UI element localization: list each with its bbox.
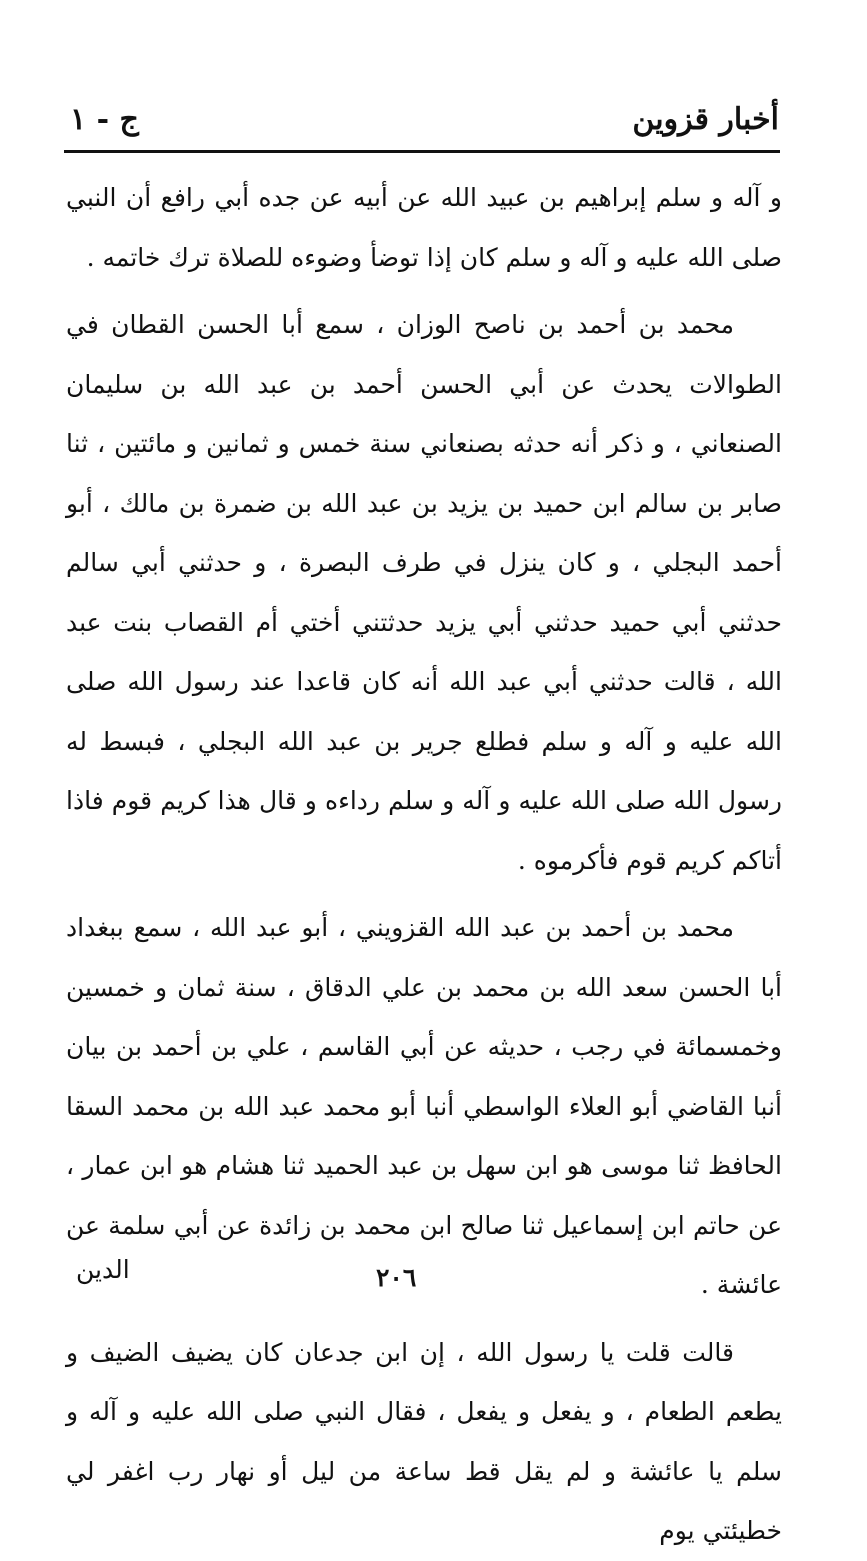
main-text [66,168,782,1561]
running-header [66,92,779,150]
paragraph: محمد بن أحمد بن عبد الله القزويني ، أبو عبد الله ، سمع ببغداد أبا الحسن سعد الله بن محمد بن علي الدقاق ، سنة ثمان و خمسين وخمسمائة في رجب ، حديثه عن أبي القاسم ، علي بن أحمد بن بيان أنبا القاضي أبو العلاء الواسطي أنبا أبو محمد عبد الله بن محمد السقا الحافظ ثنا موسى هو ابن سهل بن عبد الحميد ثنا هشام هو ابن عمار ، عن حاتم ابن إسماعيل ثنا صالح ابن محمد بن زائدة عن أبي سلمة عن عائشة . [66,913,783,1299]
header-title: أخبار قزوين [632,102,779,137]
page-footer [66,1250,782,1300]
page-number: ٢٠٦ [376,1263,417,1292]
paragraph: و آله و سلم إبراهيم بن عبيد الله عن أبيه عن جده أبي رافع أن النبي صلى الله عليه و آله و سلم كان إذا توضأ وضوءه للصلاة ترك خاتمه . [66,183,782,272]
paragraph: محمد بن أحمد بن ناصح الوزان ، سمع أبا الحسن القطان في الطوالات يحدث عن أبي الحسن أحمد بن عبد الله بن سليمان الصنعاني ، و ذكر أنه حدثه بصنعاني سنة خمس و ثمانين و مائتين ، ثنا صابر بن سالم ابن حميد بن يزيد بن عبد الله بن ضمرة بن مالك ، أبو أحمد البجلي ، و كان ينزل في طرف البصرة ، و حدثني أبي سالم حدثني أبي حميد حدثني أبي يزيد حدثتني أختي أم القصاب بنت عبد الله ، قالت حدثني أبي عبد الله أنه كان قاعدا عند رسول الله صلى الله عليه و آله و سلم فطلع جرير بن عبد الله البجلي ، فبسط له رسول الله صلى الله عليه و آله و سلم رداءه و قال هذا كريم قوم فاذا أتاكم كريم قوم فأكرموه . [66,310,782,875]
volume-label: ج - ١ [70,102,139,137]
paragraph: قالت قلت يا رسول الله ، إن ابن جدعان كان يضيف الضيف و يطعم الطعام ، و يفعل و يفعل ، فقال النبي صلى الله عليه و آله و سلم يا عائشة و لم يقل قط ساعة من ليل أو نهار رب اغفر لي خطيئتي يوم [66,1337,782,1545]
header-rule [64,150,780,153]
catchword: الدين [76,1255,130,1284]
